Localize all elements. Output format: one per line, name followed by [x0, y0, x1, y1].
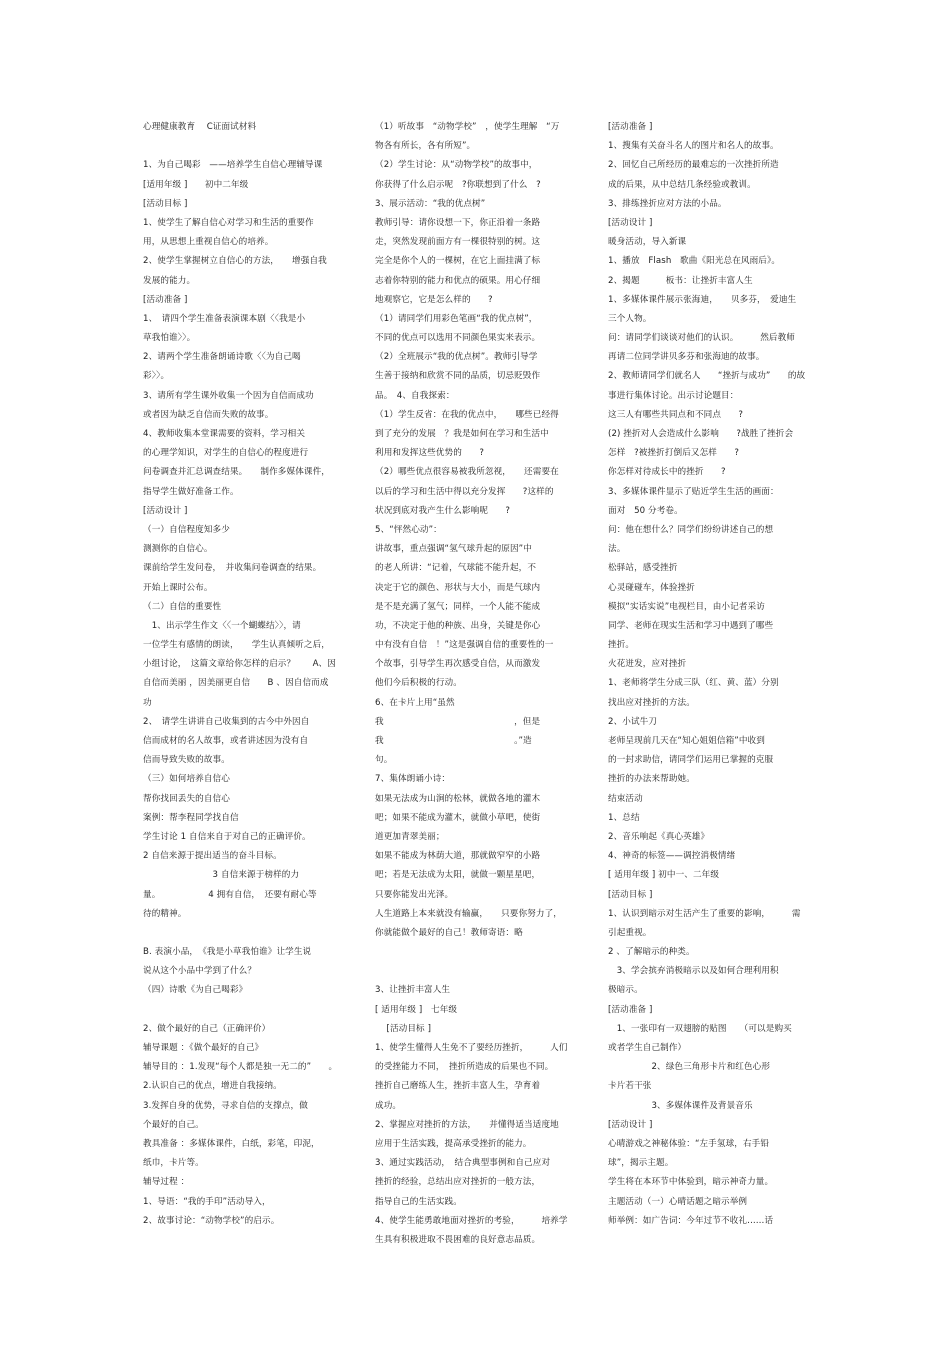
text-line: 帮你找回丢失的自信心	[143, 793, 230, 804]
text-line: 辅导课题 ：《做个最好的自己》	[143, 1043, 264, 1053]
text-line: 1、使学生了解自信心对学习和生活的重要作	[143, 217, 314, 228]
text-line: 老师呈现前几天在“知心姐姐信箱”中收到	[608, 736, 765, 746]
text-line: 1、搜集有关奋斗名人的图片和名人的故事。	[608, 141, 779, 152]
text-line: （四）诗歌《为自己喝彩》	[143, 985, 248, 996]
text-line: 彩〉〉。	[143, 371, 170, 382]
text-line: [活动目标 ]	[375, 1023, 432, 1034]
text-line: [活动设计 ]	[608, 217, 653, 228]
text-line: 三个人物。	[608, 313, 652, 324]
text-line: 决定于它的颜色、形状与大小，而是气球内	[375, 582, 541, 593]
text-line: 2、揭题 板书：让挫折丰富人生	[608, 275, 753, 286]
text-line: 自信而美丽 ，因美丽更自信 B 、因自信而成	[143, 678, 329, 689]
text-line: 2、 请学生讲讲自己收集到的古今中外因自	[143, 716, 310, 727]
text-line: 指导学生做好准备工作。	[143, 486, 239, 497]
text-line: 面对 50 分考卷。	[608, 505, 683, 516]
text-line: 再请二位同学讲贝多芬和张海迪的故事。	[608, 352, 765, 363]
text-line: （1）请同学们用彩色笔画“我的优点树”，	[375, 313, 538, 324]
text-line: 球”，揭示主题。	[608, 1158, 674, 1169]
text-line: 只要你能发出光泽。	[375, 889, 454, 900]
text-line: 你获得了什么启示呢 ?你联想到了什么 ?	[375, 179, 541, 190]
text-line: [活动目标 ]	[143, 198, 188, 209]
text-line: 我 ，但是	[375, 716, 541, 727]
text-line: 是不是充满了氢气；同样，一个人能不能成	[375, 601, 541, 612]
text-line: 或者学生自己制作）	[608, 1043, 687, 1053]
text-line: 中有没有自信 ！”这是强调自信的重要性的一	[375, 640, 554, 651]
text-line: 1、一张印有一双翅膀的贴图 （可以是购买	[608, 1023, 792, 1034]
text-line: （一）自信程度知多少	[143, 524, 230, 535]
text-line: 松驿站，感受挫折	[608, 563, 678, 574]
text-line: 1、导语：“我的手印”活动导入，	[143, 1196, 271, 1207]
text-line: 心理健康教育 C证面试材料	[143, 122, 257, 132]
text-line: 道更加青翠美丽；	[375, 831, 445, 842]
text-line: 吧；如果不能成为灌木，就做小草吧，使街	[375, 812, 541, 823]
text-line: （2）学生讨论：从“动物学校”的故事中，	[375, 160, 538, 171]
text-line: 志着你特别的能力和优点的硕果。用心仔细	[375, 275, 541, 286]
text-line: 句。	[375, 755, 393, 766]
text-line: 不同的优点可以选用不同颜色果实来表示。	[375, 333, 541, 344]
text-line: 草我怕谁〉〉。	[143, 333, 196, 344]
text-line: （二）自信的重要性	[143, 601, 222, 612]
text-line: （1）听故事 “动物学校” ，使学生理解 “万	[375, 122, 560, 132]
text-line: 辅导过程 ：	[143, 1177, 190, 1188]
text-line: 挫折自己磨练人生，挫折丰富人生，孕育着	[375, 1081, 541, 1092]
text-line: 个最好的自己。	[143, 1119, 204, 1130]
text-line: 3、展示活动：“我的优点树”	[375, 198, 486, 209]
text-line: 1、总结	[608, 812, 640, 823]
text-line: 挫折的经验，总结出应对挫折的一般方法，	[375, 1177, 541, 1188]
text-line: 如果无法成为山涧的松林，就做各地的灌木	[375, 793, 541, 804]
blank-line	[143, 1001, 343, 1020]
text-line: 怎样 ?被挫折打倒后又怎样 ?	[608, 448, 740, 459]
column-middle	[375, 118, 567, 1250]
text-line: 1、出示学生作文〈〈一个蝴蝶结〉〉，请	[143, 620, 301, 631]
text-line: 应用于生活实践，提高承受挫折的能力。	[375, 1138, 532, 1149]
text-line: 量。 4 拥有自信， 还要有耐心等	[143, 889, 317, 900]
text-line: 你怎样对待成长中的挫折 ?	[608, 467, 726, 478]
text-line: 同学、老师在现实生活和学习中遇到了哪些	[608, 620, 774, 631]
text-line: 问卷调查并汇总调查结果。 制作多媒体课件，	[143, 467, 330, 478]
text-line: [活动设计 ]	[143, 505, 188, 516]
text-line: 个故事，引导学生再次感受自信，从而激发	[375, 659, 541, 670]
text-line: 纸巾，卡片等。	[143, 1158, 204, 1169]
text-line: 2、做个最好的自己（正确评价）	[143, 1023, 271, 1034]
text-line: 事进行集体讨论。出示讨论题目：	[608, 390, 739, 401]
text-line: 待的精神。	[143, 908, 187, 919]
text-line: 吧；若是无法成为太阳，就做一颗星星吧，	[375, 870, 541, 881]
text-line: 的心理学知识，对学生的自信心的程度进行	[143, 448, 309, 459]
text-line: 1、为自己喝彩 ——培养学生自信心理辅导课	[143, 160, 323, 171]
text-line: 功，不决定于他的种族、出身，关键是你心	[375, 620, 541, 631]
text-line: 2.认识自己的优点，增进自我接纳。	[143, 1081, 282, 1092]
text-line: 信而导致失败的故事。	[143, 755, 230, 766]
text-line: 教具准备 ：多媒体课件，白纸，彩笔，印泥，	[143, 1138, 320, 1149]
text-line: 3、通过实践活动， 结合典型事例和自己应对	[375, 1158, 551, 1169]
text-line: 用，从思想上重视自信心的培养。	[143, 237, 274, 248]
text-line: 1、播放 Flash 歌曲《阳光总在风雨后》。	[608, 256, 781, 267]
blank-line	[143, 924, 343, 943]
text-line: 2、音乐响起《真心英雄》	[608, 831, 710, 842]
text-line: 的一封求助信，请同学们运用已掌握的克服	[608, 755, 774, 766]
text-line: 找出应对挫折的方法。	[608, 697, 695, 708]
text-line: 功	[143, 697, 152, 708]
text-line: 一位学生有感情的朗读， 学生认真倾听之后，	[143, 640, 330, 651]
text-line: 师举例：如广告词：今年过节不收礼……话	[608, 1215, 774, 1226]
text-line: 信而成材的名人故事，或者讲述因为没有自	[143, 736, 309, 746]
column-right	[608, 118, 808, 1231]
text-line: 极暗示。	[608, 985, 643, 996]
text-line: 2、故事讨论：“动物学校”的启示。	[143, 1215, 280, 1226]
text-line: 引起重视。	[608, 927, 652, 938]
text-line: （1）学生反省：在我的优点中， 哪些已经得	[375, 409, 559, 420]
text-line: 辅导目的 ：1.发现“每个人都是独一无二的” 。	[143, 1062, 338, 1073]
text-line: 到了充分的发展 ？我是如何在学习和生活中	[375, 429, 549, 439]
text-line: 我 。”造	[375, 736, 532, 746]
text-line: 学生将在本环节中体验到，暗示神奇力量。	[608, 1177, 774, 1188]
text-line: 3、排练挫折应对方法的小品。	[608, 198, 727, 209]
text-line: 2、回忆自己所经历的最难忘的一次挫折所造	[608, 160, 779, 171]
text-line: 你就能做个最好的自己！教师寄语：略	[375, 927, 523, 938]
text-line: 2、请两个学生准备朗诵诗歌〈〈为自己喝	[143, 352, 301, 363]
text-line: 3.发挥自身的优势，寻求自信的支撑点，做	[143, 1100, 308, 1111]
text-line: [活动准备 ]	[143, 294, 188, 305]
text-line: 挫折。	[608, 640, 635, 651]
text-line: 2、使学生掌握树立自信心的方法， 增强自我	[143, 256, 327, 267]
text-line: 或者因为缺乏自信而失败的故事。	[143, 409, 274, 420]
text-line: 品。 4、自我探索：	[375, 390, 455, 401]
text-line: 如果不能成为林荫大道，那就做窄窄的小路	[375, 851, 541, 862]
text-line: 人生道路上本来就没有输赢， 只要你努力了，	[375, 908, 562, 919]
text-line: 3 自信来源于榜样的力	[143, 870, 300, 881]
text-line: 1、认识到暗示对生活产生了重要的影响， 需	[608, 908, 801, 919]
text-line: 3、请所有学生课外收集一个因为自信而成功	[143, 390, 314, 401]
text-line: 讲故事，重点强调“氢气球升起的原因”中	[375, 544, 532, 555]
text-line: 1、 请四个学生准备表演课本剧〈〈我是小	[143, 313, 306, 324]
text-line: (2) 挫折对人会造成什么影响 ?战胜了挫折会	[608, 429, 794, 439]
text-line: （2）哪些优点很容易被我所忽视， 还需要在	[375, 467, 559, 478]
text-line: 1、老师将学生分成三队（红、黄、蓝）分别	[608, 678, 779, 689]
text-line: 课前给学生发问卷， 并收集问卷调查的结果。	[143, 563, 322, 574]
text-line: 问：请同学们谈谈对他们的认识。 然后教师	[608, 333, 795, 344]
text-line: 小组讨论， 这篇文章给你怎样的启示？ A、因	[143, 659, 336, 670]
text-line: 这三人有哪些共同点和不同点 ?	[608, 409, 744, 420]
text-line: 2 、了解暗示的种类。	[608, 947, 695, 958]
text-line: 案例：帮李程同学找自信	[143, 812, 239, 823]
blank-line	[375, 943, 567, 962]
text-line: 他们今后积极的行动。	[375, 678, 462, 689]
text-line: 测测你的自信心。	[143, 544, 213, 555]
text-line: 4、教师收集本堂课需要的资料，学习相关	[143, 429, 306, 439]
text-line: 物各有所长，各有所短”。	[375, 141, 476, 152]
text-line: [活动目标 ]	[608, 889, 653, 900]
text-line: 4、使学生能勇敢地面对挫折的考验， 培养学	[375, 1215, 568, 1226]
text-line: 心灵碰碰车，体验挫折	[608, 582, 695, 593]
column-left	[143, 118, 343, 1231]
text-line: 2、掌握应对挫折的方法， 并懂得适当适度地	[375, 1119, 559, 1130]
text-line: 3、多媒体课件显示了贴近学生生活的画面：	[608, 486, 779, 497]
text-line: 开始上课时公布。	[143, 582, 213, 593]
text-line: 走，突然发现前面方有一棵很特别的树。这	[375, 237, 541, 248]
text-line: 指导自己的生活实践。	[375, 1196, 462, 1207]
text-line: 2、绿色三角形卡片和红色心形	[608, 1062, 771, 1073]
text-line: 生具有积极进取不畏困难的良好意志品质。	[375, 1234, 541, 1245]
text-line: 7、集体朗诵小诗：	[375, 774, 451, 785]
text-line: 模拟“实话实说”电视栏目，由小记者采访	[608, 601, 765, 612]
text-line: 挫折的办法来帮助她。	[608, 774, 695, 785]
text-line: 3、让挫折丰富人生	[375, 985, 451, 996]
text-line: 法。	[608, 544, 626, 555]
text-line: 发展的能力。	[143, 275, 196, 286]
text-line: [ 适用年级 ] 初中一、二年级	[608, 870, 720, 881]
blank-line	[143, 137, 343, 156]
text-line: 2、教师请同学们就名人 “挫折与成功” 的故	[608, 371, 806, 382]
text-line: 卡片若干张	[608, 1081, 652, 1092]
text-line: 火花迸发，应对挫折	[608, 659, 687, 670]
text-line: 结束活动	[608, 793, 643, 804]
text-line: 问：他在想什么？同学们纷纷讲述自己的想	[608, 524, 774, 535]
text-line: 成功。	[375, 1100, 402, 1111]
text-line: 4、神奇的标签——调控消极情绪	[608, 851, 736, 862]
text-line: 地观察它，它是怎么样的 ?	[375, 294, 493, 305]
text-line: [活动准备 ]	[608, 122, 653, 132]
text-line: （2）全班展示“我的优点树”。教师引导学	[375, 352, 538, 363]
text-line: 成的后果，从中总结几条经验或教训。	[608, 179, 756, 190]
text-line: 教师引导：请你设想一下，你正沿着一条路	[375, 217, 541, 228]
text-line: （三）如何培养自信心	[143, 774, 230, 785]
text-line: 状况到底对我产生什么影响呢 ?	[375, 505, 511, 516]
text-line: 说从这个小品中学到了什么？	[143, 966, 257, 977]
text-line: 生善于接纳和欣赏不同的品质，切忌贬毁作	[375, 371, 541, 382]
text-line: 2 自信来源于提出适当的奋斗目标。	[143, 851, 282, 862]
text-line: B. 表演小品， 《我是小草我怕谁》让学生说	[143, 947, 312, 958]
text-line: [适用年级 ] 初中二年级	[143, 179, 249, 190]
text-line: 2、小试牛刀	[608, 716, 658, 727]
text-line: 3、学会摈弃消极暗示以及如何合理利用积	[608, 966, 779, 977]
text-line: 5、“怦然心动”：	[375, 524, 442, 535]
text-line: 完全是你个人的一棵树，在它上面挂满了标	[375, 256, 541, 267]
text-line: 6、在卡片上用“虽然	[375, 697, 455, 708]
text-line: [活动准备 ]	[608, 1004, 653, 1015]
text-line: 以后的学习和生活中得以充分发挥 ?这样的	[375, 486, 554, 497]
text-line: 1、多媒体课件展示张海迪， 贝多芬， 爱迪生	[608, 294, 797, 305]
text-line: 1、使学生懂得人生免不了要经历挫折， 人们	[375, 1043, 568, 1053]
text-line: 学生讨论 1 自信来自于对自己的正确评价。	[143, 831, 311, 842]
text-line: [ 适用年级 ] 七年级	[375, 1004, 458, 1015]
text-line: 3、多媒体课件及背景音乐	[608, 1100, 753, 1111]
text-line: 主题活动（一）心晴话题之暗示举例	[608, 1196, 748, 1207]
text-line: [活动设计 ]	[608, 1119, 653, 1130]
text-line: 暖身活动，导入新课	[608, 237, 687, 248]
text-line: 心晴游戏之神秘体验：“左手氢球，右手铅	[608, 1138, 770, 1149]
blank-line	[375, 962, 567, 981]
text-line: 的受挫能力不同， 挫折所造成的后果也不同。	[375, 1062, 554, 1073]
text-line: 利用和发挥这些优势的 ?	[375, 448, 484, 459]
text-line: 的老人所讲：“记着，气球能不能升起，不	[375, 563, 537, 574]
